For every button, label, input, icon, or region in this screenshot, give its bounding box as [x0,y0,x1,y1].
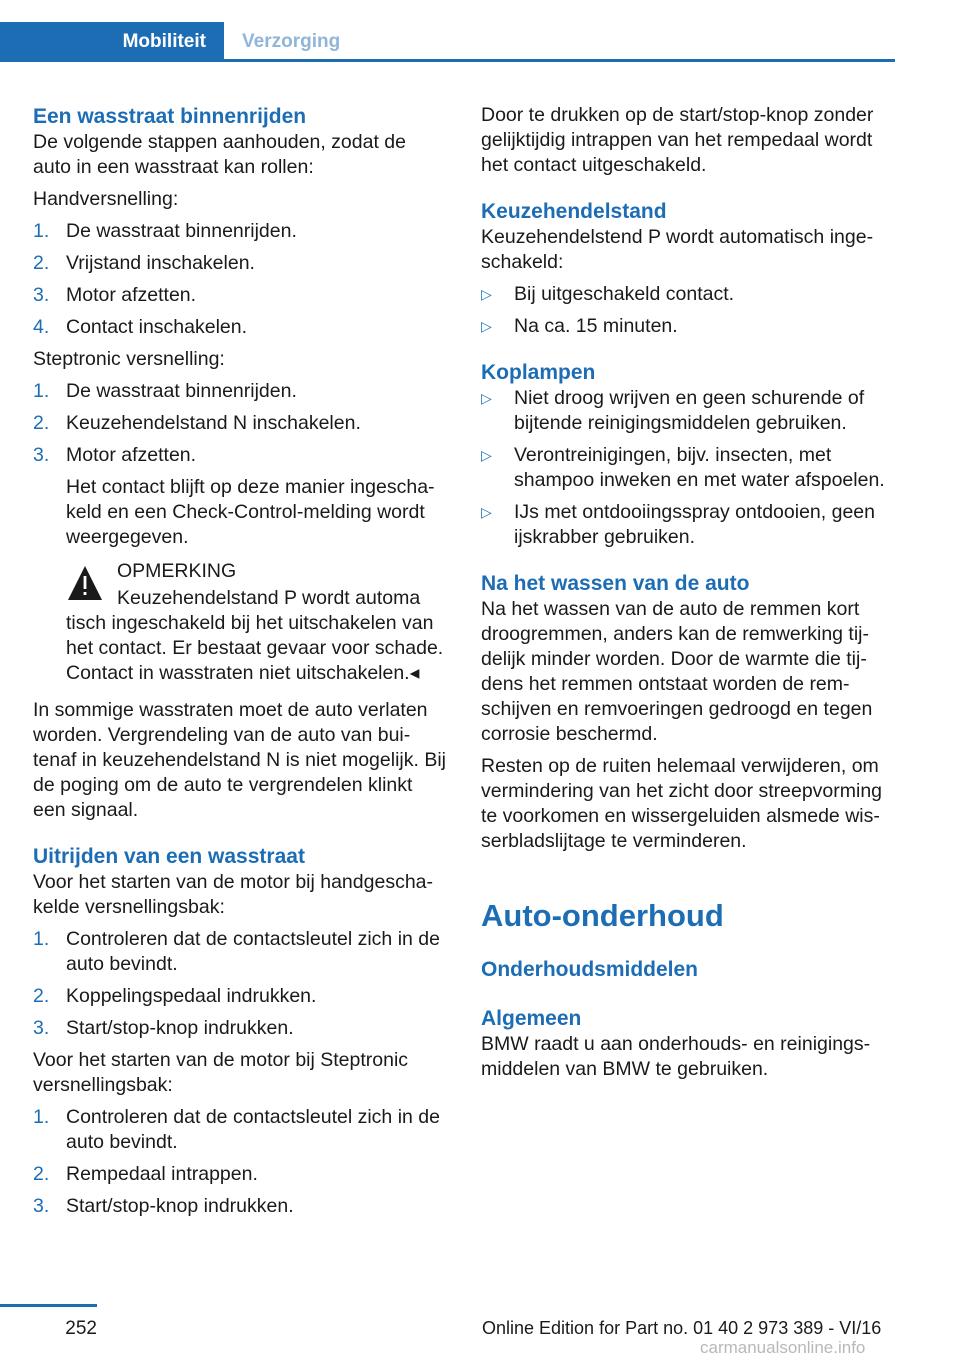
page-number: 252 [65,1318,97,1339]
list-item: 1. De wasstraat binnenrijden. [33,220,297,242]
list-item: 1. De wasstraat binnenrijden. [33,380,297,402]
list-item: 3. Start/stop-knop indrukken. [33,1017,294,1039]
warning-text: tisch ingeschakeld bij het uitschakelen van het contact. Er bestaat gevaar voor schade. Contact in wasstraten niet uitschakelen.◂ [66,612,444,684]
list-item: 4. Contact inschakelen. [33,316,248,338]
list-item: 3. Start/stop-knop indrukken. [33,1195,294,1217]
paragraph: Resten op de ruiten helemaal verwijderen, om vermindering van het zicht door streepvorming te voorkomen en wissergeluiden alsmede wisserbladslijtage te verminderen. [481,755,883,852]
list-item: 2. Koppelingspedaal indrukken. [33,985,317,1007]
left-column [33,103,447,1226]
section-title-koplampen: Koplampen [481,361,596,384]
paragraph: Keuzehendelstend P wordt automatisch ingeschakeld: [481,226,874,273]
step-note: Het contact blijft op deze manier ingeschakeld en een Check-Control-melding wordt weergegeven. [66,476,435,548]
section-title-keuzehendelstand: Keuzehendelstand [481,200,667,223]
bullet-triangle-icon: ▷ [481,390,492,406]
keuzehendel-list [481,282,895,339]
section-title-algemeen: Algemeen [481,1007,582,1030]
list-item: 2. Rempedaal intrappen. [33,1163,258,1185]
watermark: carmanualsonline.info [700,1338,866,1357]
list-item: ▷ IJs met ontdooiingsspray ontdooien, geen ijskrabber gebruiken. [481,501,875,548]
bullet-triangle-icon: ▷ [481,447,492,463]
paragraph: Handversnelling: [33,188,179,210]
warning-icon [67,563,141,603]
koplampen-list [481,386,895,550]
section-title-uitrijden: Uitrijden van een wasstraat [33,845,305,868]
warning-text-first-line: Keuzehendelstand P wordt automa [117,587,421,609]
paragraph: Door te drukken op de start/stop-knop zonder gelijktijdig intrappen van het rempedaal wordt het contact uitgeschakeld. [481,104,874,176]
paragraph: Steptronic versnelling: [33,348,225,370]
paragraph: Na het wassen van de auto de remmen kort droogremmen, anders kan de remwerking tijdelijk minder worden. Door de warmte die tijdens het remmen ontstaat worden de remschijven en remvoeringen gedroogd en tegen corrosie beschermd. [481,598,873,745]
list-item: 3. Motor afzetten. Het contact blijft op deze manier ingeschakeld en een Check-Control-melding wordt weergegeven. [33,443,447,550]
list-item: 2. Vrijstand inschakelen. [33,252,255,274]
paragraph: De volgende stappen aanhouden, zodat de auto in een wasstraat kan rollen: [33,131,406,178]
header-rule [0,59,895,62]
section-title-wasstraat-binnenrijden: Een wasstraat binnenrijden [33,105,307,128]
chapter-title: Auto-onderhoud [481,898,724,933]
subchapter-title: Onderhoudsmiddelen [481,958,699,981]
exit-steptronic-steps-list [33,1105,447,1219]
list-item: 3. Motor afzetten. [33,284,197,306]
warning-note [33,559,447,686]
bullet-triangle-icon: ▷ [481,318,492,334]
right-column [481,103,895,1089]
edition-text: Online Edition for Part no. 01 40 2 973 389 - VI/16 [482,1318,882,1338]
manual-steps-list [33,219,447,340]
list-item: 1. Controleren dat de contactsleutel zich in de auto bevindt. [33,1106,440,1153]
list-item: ▷ Verontreinigingen, bijv. insecten, met shampoo inweken en met water afspoelen. [481,444,885,491]
bullet-triangle-icon: ▷ [481,504,492,520]
warning-label: OPMERKING [117,560,237,582]
list-item: ▷ Niet droog wrijven en geen schurende of bijtende reinigingsmiddelen gebruiken. [481,387,865,434]
steptronic-steps-list [33,379,447,550]
exit-manual-steps-list [33,927,447,1041]
list-item: ▷ Bij uitgeschakeld contact. [481,283,735,305]
page-header [0,22,895,62]
tab-verzorging[interactable]: Verzorging [242,31,341,52]
paragraph: BMW raadt u aan onderhouds- en reinigingsmiddelen van BMW te gebruiken. [481,1033,871,1080]
list-item: 2. Keuzehendelstand N inschakelen. [33,412,361,434]
paragraph: Voor het starten van de motor bij Steptronic versnellingsbak: [33,1049,409,1096]
list-item: ▷ Na ca. 15 minuten. [481,315,678,337]
paragraph: In sommige wasstraten moet de auto verlaten worden. Vergrendeling van de auto van buitenaf in keuzehendelstand N is niet mogelijk. Bij de poging om de auto te vergrendelen klinkt een signaal. [33,699,446,821]
tab-mobiliteit[interactable]: Mobiliteit [0,22,224,62]
section-title-na-het-wassen: Na het wassen van de auto [481,572,750,595]
footer-rule [0,1304,97,1307]
paragraph: Voor het starten van de motor bij handgeschakelde versnellingsbak: [33,871,434,918]
list-item: 1. Controleren dat de contactsleutel zich in de auto bevindt. [33,928,440,975]
bullet-triangle-icon: ▷ [481,286,492,302]
